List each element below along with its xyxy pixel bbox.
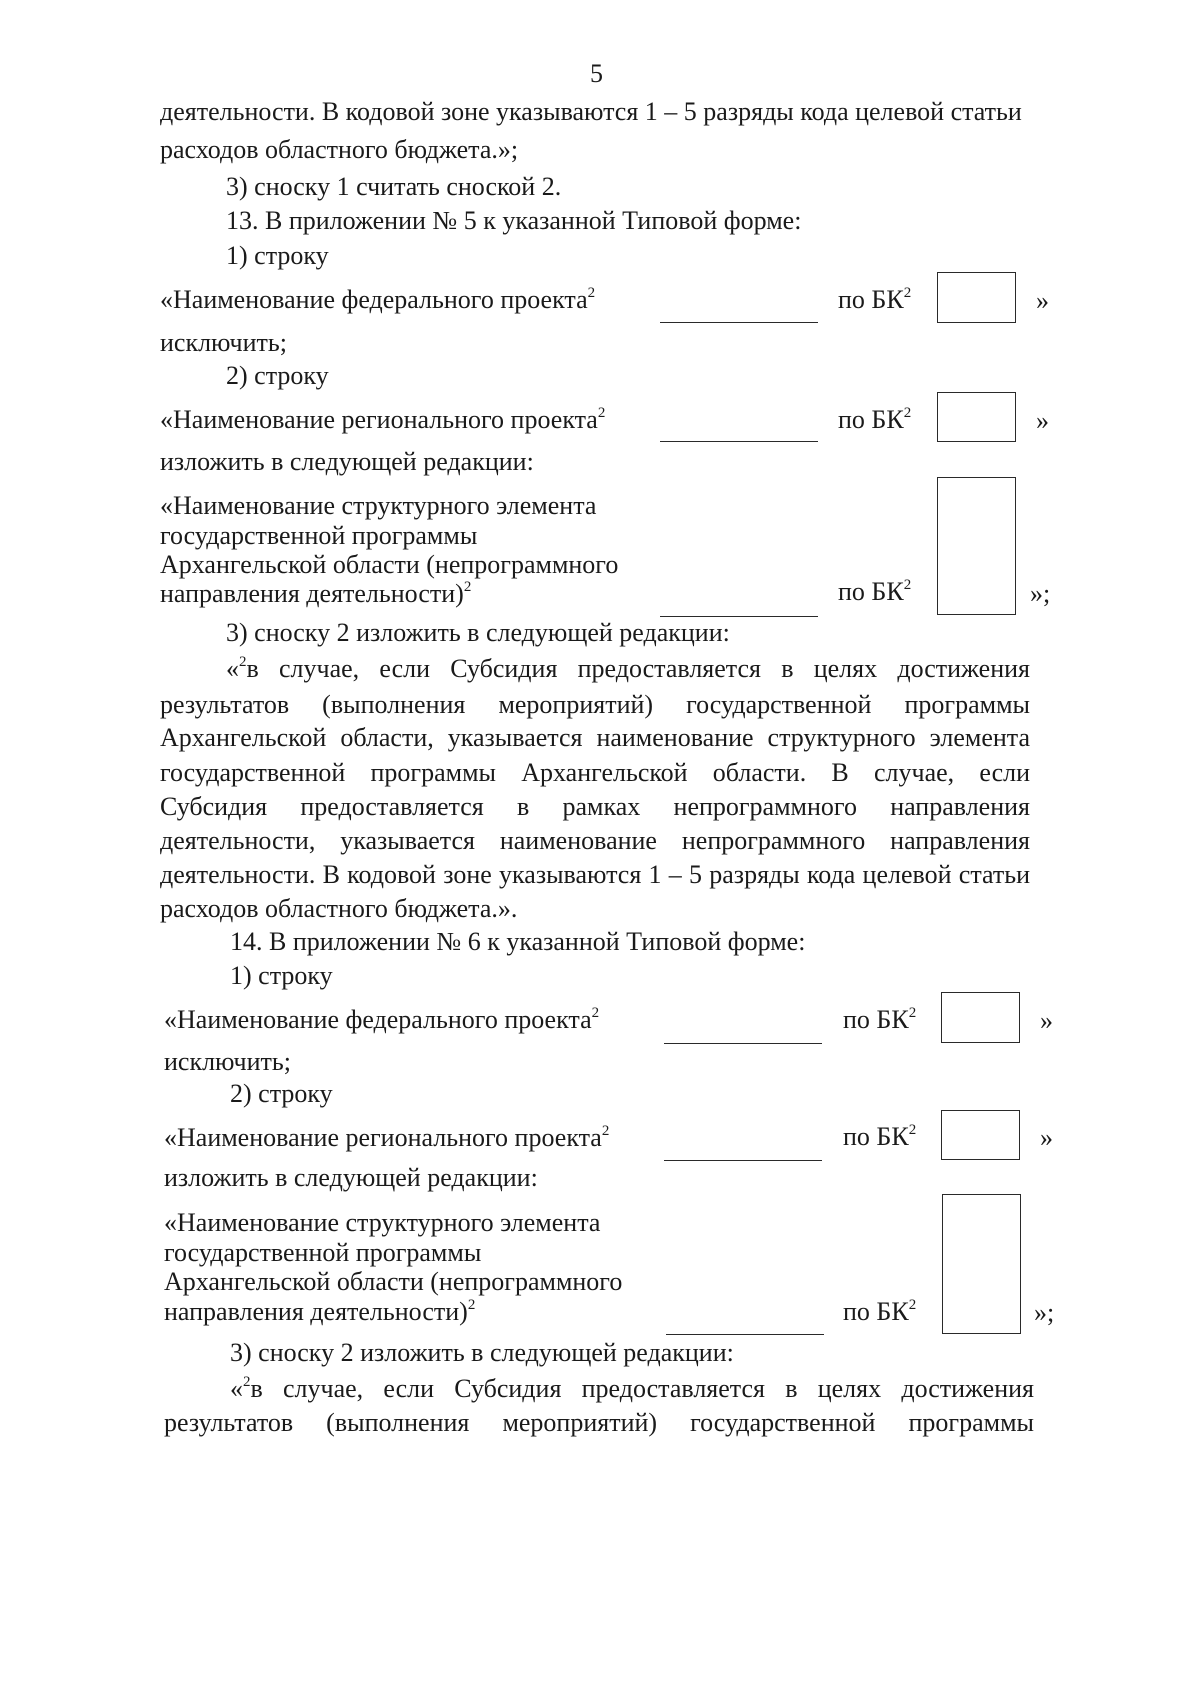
s13-footnote-line-6: деятельности, указывается наименование непрограммного направления [160, 826, 1030, 855]
s14-struct-line-3: Архангельской области (непрограммного [164, 1267, 623, 1296]
section-13-heading: 13. В приложении № 5 к указанной Типовой форме: [226, 206, 802, 235]
s13-footnote-line-5: Субсидия предоставляется в рамках непрограммного направления [160, 792, 1030, 821]
s13-struct-code-box[interactable] [937, 477, 1016, 615]
s13-footnote-line-4: государственной программы Архангельской области. В случае, если [160, 758, 1030, 787]
s14-regional-code-box[interactable] [941, 1110, 1020, 1160]
section-14-item-2: 2) строку [230, 1079, 333, 1108]
s13-struct-line-4: направления деятельности)$^2$ [160, 579, 472, 608]
s13-struct-line-2: государственной программы [160, 521, 478, 550]
s14-exclude: исключить; [164, 1047, 291, 1076]
s14-regional-close: » [1040, 1123, 1053, 1152]
s14-federal-label: «Наименование федерального проекта$^2$ [164, 1005, 600, 1034]
s13-struct-line-1: «Наименование структурного элемента [160, 491, 597, 520]
s13-item-3: 3) сноску 2 изложить в следующей редакции: [226, 618, 730, 647]
s13-regional-code-box[interactable] [937, 392, 1016, 442]
s13-footnote-line-1: «$^2$в случае, если Субсидия предоставляется в целях достижения [226, 654, 1030, 683]
s14-new-edition: изложить в следующей редакции: [164, 1163, 538, 1192]
s13-struct-code-label: по $БК^2$ [838, 577, 912, 606]
s13-regional-close: » [1036, 406, 1049, 435]
s13-struct-close: »; [1030, 579, 1051, 608]
s13-regional-code-label: по $БК^2$ [838, 405, 912, 434]
s13-footnote-line-7: деятельности. В кодовой зоне указываются 1 – 5 разряды кода целевой статьи [160, 860, 1030, 889]
s14-struct-code-label: по $БК^2$ [843, 1297, 917, 1326]
s14-federal-code-label: по $БК^2$ [843, 1005, 917, 1034]
s13-footnote-line-8: расходов областного бюджета.». [160, 894, 518, 923]
page-number: 5 [590, 59, 603, 88]
s14-struct-close: »; [1034, 1298, 1055, 1327]
s13-federal-code-label: по $БК^2$ [838, 285, 912, 314]
intro-item-3: 3) сноску 1 считать сноской 2. [226, 172, 562, 201]
s14-federal-code-box[interactable] [941, 992, 1020, 1043]
s13-footnote-line-3: Архангельской области, указывается наименование структурного элемента [160, 723, 1030, 752]
s14-federal-close: » [1040, 1006, 1053, 1035]
s14-federal-underline [664, 1043, 822, 1044]
s14-struct-code-box[interactable] [942, 1194, 1021, 1334]
section-14-item-1: 1) строку [230, 961, 333, 990]
s13-federal-close: » [1036, 286, 1049, 315]
s14-regional-underline [664, 1160, 822, 1161]
s13-struct-line-3: Архангельской области (непрограммного [160, 550, 619, 579]
s13-federal-code-box[interactable] [937, 272, 1016, 323]
section-13-item-2: 2) строку [226, 361, 329, 390]
section-14-heading: 14. В приложении № 6 к указанной Типовой форме: [230, 927, 806, 956]
s13-new-edition: изложить в следующей редакции: [160, 447, 534, 476]
s13-regional-label: «Наименование регионального проекта$^2$ [160, 405, 606, 434]
s13-exclude: исключить; [160, 328, 287, 357]
s13-federal-label: «Наименование федерального проекта$^2$ [160, 285, 596, 314]
s14-footnote-line-1: «$^2$в случае, если Субсидия предоставляется в целях достижения [230, 1374, 1034, 1403]
s14-struct-line-2: государственной программы [164, 1238, 482, 1267]
intro-line-2: расходов областного бюджета.»; [160, 135, 519, 164]
s13-regional-underline [660, 441, 818, 442]
s13-federal-underline [660, 322, 818, 323]
s14-footnote-line-2: результатов (выполнения мероприятий) государственной программы [164, 1408, 1034, 1437]
s14-struct-line-4: направления деятельности)$^2$ [164, 1297, 476, 1326]
s14-struct-line-1: «Наименование структурного элемента [164, 1208, 601, 1237]
intro-line-1: деятельности. В кодовой зоне указываются 1 – 5 разряды кода целевой статьи [160, 97, 1022, 126]
s14-struct-underline [666, 1334, 824, 1335]
s14-regional-code-label: по $БК^2$ [843, 1122, 917, 1151]
s14-regional-label: «Наименование регионального проекта$^2$ [164, 1123, 610, 1152]
section-13-item-1: 1) строку [226, 241, 329, 270]
s13-footnote-line-2: результатов (выполнения мероприятий) государственной программы [160, 690, 1030, 719]
s14-item-3: 3) сноску 2 изложить в следующей редакции: [230, 1338, 734, 1367]
